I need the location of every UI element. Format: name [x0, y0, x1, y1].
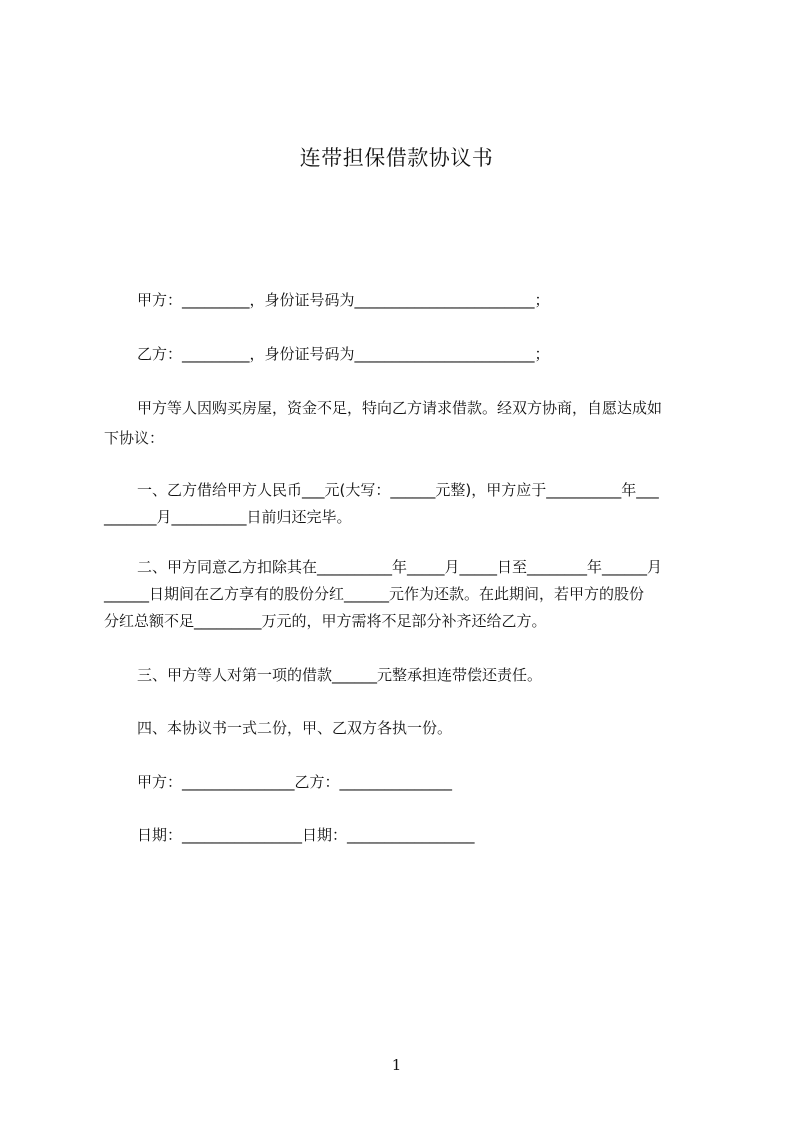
- clause-2-line-1: 二、甲方同意乙方扣除其在__________年_____月_____日至________年______月: [137, 558, 663, 576]
- clause-1-line-2: _______月__________日前归还完毕。: [104, 508, 352, 526]
- clause-3: 三、甲方等人对第一项的借款______元整承担连带偿还责任。: [137, 666, 543, 684]
- clause-2-line-3: 分红总额不足_________万元的，甲方需将不足部分补齐还给乙方。: [104, 612, 547, 630]
- intro-line-1: 甲方等人因购买房屋，资金不足，特向乙方请求借款。经双方协商，自愿达成如: [137, 399, 663, 417]
- clause-1-line-1: 一、乙方借给甲方人民币___元(大写：______元整)，甲方应于__________年___: [137, 481, 659, 499]
- party-b-line: 乙方：_________，身份证号码为________________________；: [137, 345, 550, 363]
- document-title: 连带担保借款协议书: [299, 146, 494, 170]
- party-a-line: 甲方：_________，身份证号码为________________________；: [137, 291, 550, 309]
- page-number: 1: [391, 1056, 402, 1074]
- clause-2-line-2: ______日期间在乙方享有的股份分红______元作为还款。在此期间，若甲方的股份: [104, 585, 645, 603]
- date-line: 日期：________________日期：_________________: [137, 826, 475, 844]
- intro-line-2: 下协议：: [104, 429, 165, 447]
- clause-4: 四、本协议书一式二份，甲、乙双方各执一份。: [137, 719, 453, 737]
- signature-line: 甲方：_______________乙方：_______________: [137, 773, 453, 791]
